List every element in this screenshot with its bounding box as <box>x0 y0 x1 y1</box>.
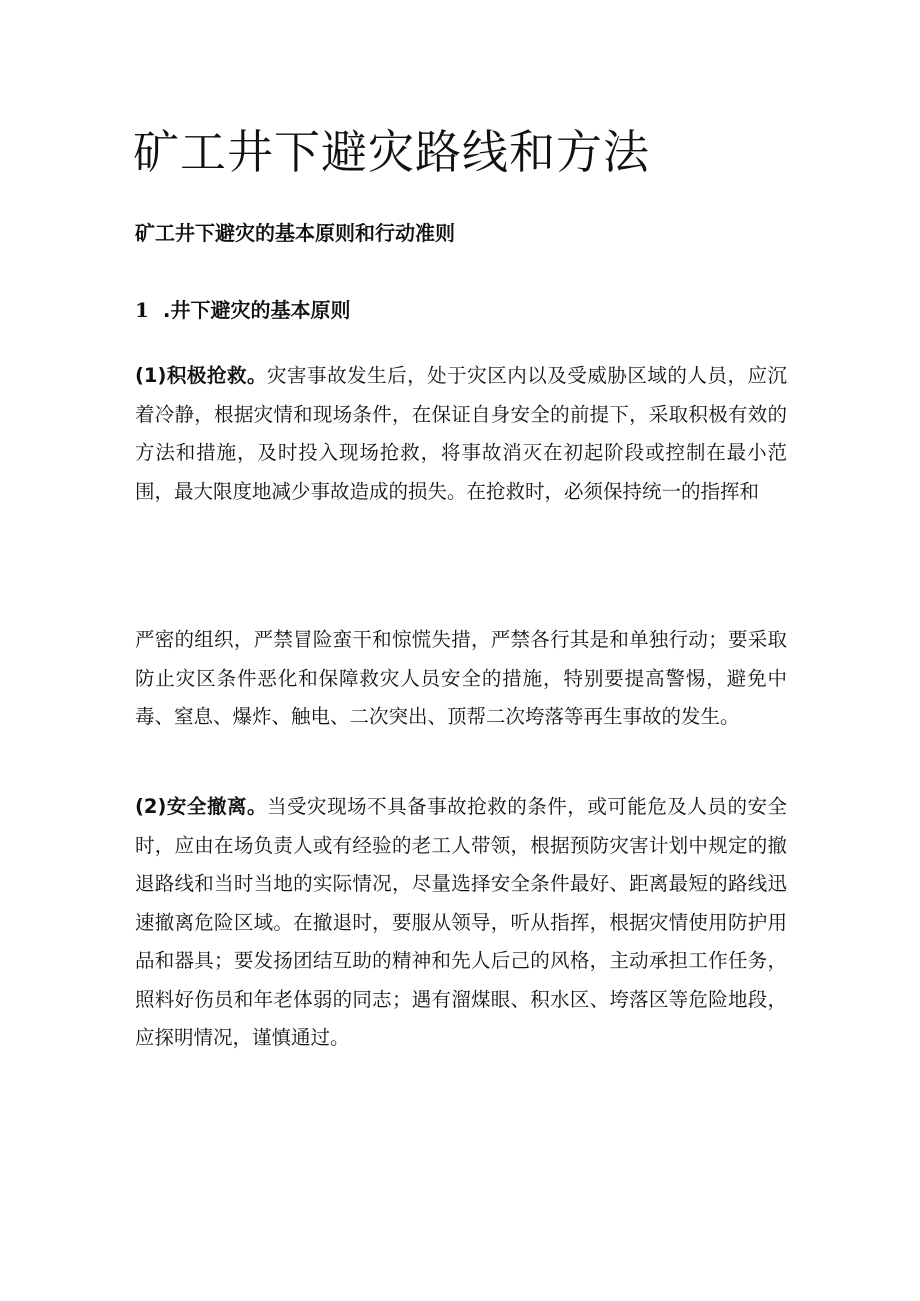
section-heading-text: .井下避灾的基本原则 <box>162 298 351 322</box>
section-heading <box>135 295 351 325</box>
paragraph-text: 当受灾现场不具备事故抢救的条件，或可能危及人员的安全时，应由在场负责人或有经验的老工人带领，根据预防灾害计划中规定的撤退路线和当时当地的实际情况，尽量选择安全条件最好、距离最短的路线迅速撤离危险区域。在撤退时，要服从领导，听从指挥，根据灾情使用防护用品和器具；要发扬团结互助的精神和先人后己的风格，主动承担工作任务，照料好伤员和年老体弱的同志；遇有溜煤眼、积水区、垮落区等危险地段，应探明情况，谨慎通过。 <box>135 795 787 1049</box>
paragraph-lead: (1)积极抢救。 <box>135 364 268 387</box>
paragraph-continuation <box>135 621 787 737</box>
section-number: 1 <box>135 298 149 322</box>
paragraph-text: 灾害事故发生后，处于灾区内以及受威胁区域的人员，应沉着冷静，根据灾情和现场条件，在保证自身安全的前提下，采取积极有效的方法和措施，及时投入现场抢救，将事故消灭在初起阶段或控制在最小范围，最大限度地减少事故造成的损失。在抢救时，必须保持统一的指挥和 <box>135 364 787 503</box>
document-subtitle: 矿工井下避灾的基本原则和行动准则 <box>135 221 455 245</box>
paragraph-lead: (2)安全撤离。 <box>135 795 268 818</box>
paragraph-text: 严密的组织，严禁冒险蛮干和惊慌失措，严禁各行其是和单独行动；要采取防止灾区条件恶化和保障救灾人员安全的措施，特别要提高警惕，避免中毒、窒息、爆炸、触电、二次突出、顶帮二次垮落等再生事故的发生。 <box>135 628 787 728</box>
paragraph-active-rescue <box>135 357 787 511</box>
paragraph-safe-evacuation <box>135 788 787 1058</box>
document-title: 矿工井下避灾路线和方法 <box>133 125 650 179</box>
